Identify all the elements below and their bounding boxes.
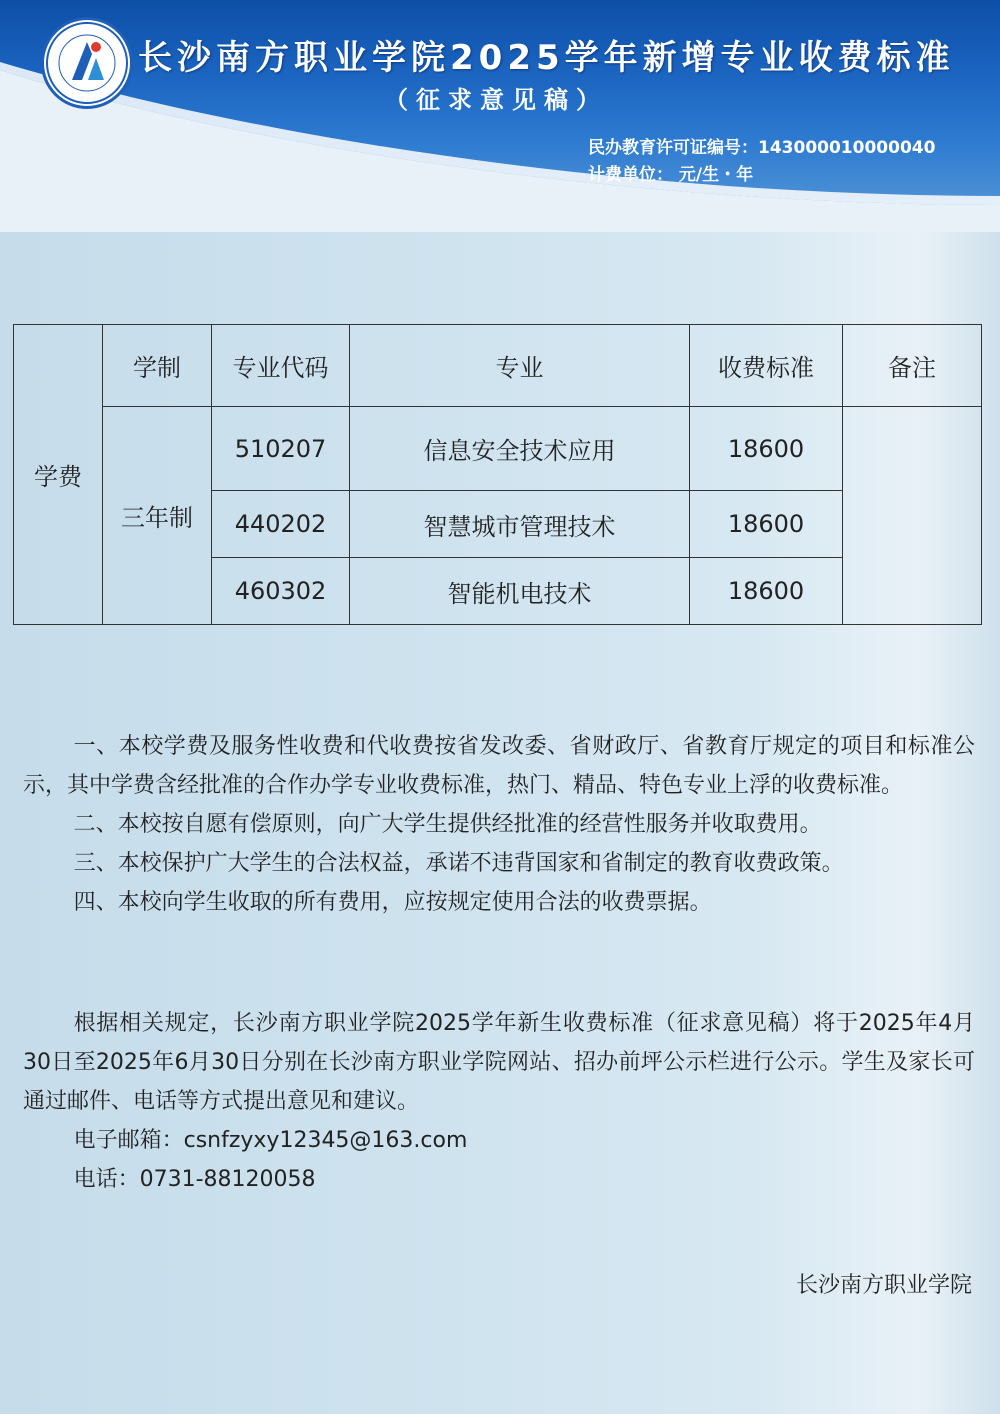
code-cell: 460302: [212, 558, 350, 625]
code-cell: 440202: [212, 491, 350, 558]
fee-cell: 18600: [690, 558, 843, 625]
major-cell: 信息安全技术应用: [350, 407, 690, 491]
signature: 长沙南方职业学院: [795, 1273, 972, 1298]
fee-cell: 18600: [690, 407, 843, 491]
announcement-section: [23, 1004, 975, 1199]
notes-section: [23, 727, 975, 922]
remark-cell: [843, 407, 982, 625]
header-code: 专业代码: [212, 325, 350, 407]
major-cell: 智能机电技术: [350, 558, 690, 625]
note-paragraph: 二、本校按自愿有偿原则，向广大学生提供经批准的经营性服务并收取费用。: [73, 812, 822, 837]
billing-unit: 计费单位： 元/生・年: [588, 165, 754, 185]
fee-table: [13, 324, 982, 625]
note-paragraph: 四、本校向学生收取的所有费用，应按规定使用合法的收费票据。: [73, 890, 712, 915]
license-number: 民办教育许可证编号：143000010000040: [588, 138, 936, 158]
page-subtitle: （征求意见稿）: [384, 86, 608, 114]
table-row: [14, 407, 982, 491]
contact-email: 电子邮箱：csnfzyxy12345@163.com: [73, 1128, 468, 1153]
duration-cell: 三年制: [103, 407, 212, 625]
contact-phone: 电话：0731-88120058: [73, 1167, 316, 1192]
table-header-row: [14, 325, 982, 407]
note-paragraph: 三、本校保护广大学生的合法权益，承诺不违背国家和省制定的教育收费政策。: [73, 851, 844, 876]
code-cell: 510207: [212, 407, 350, 491]
major-cell: 智慧城市管理技术: [350, 491, 690, 558]
page-title: 长沙南方职业学院2025学年新增专业收费标准: [138, 38, 955, 78]
header-major: 专业: [350, 325, 690, 407]
header-remark: 备注: [843, 325, 982, 407]
header-fee: 收费标准: [690, 325, 843, 407]
category-cell: 学费: [14, 325, 103, 625]
header-banner: [0, 0, 1000, 232]
note-paragraph: 一、本校学费及服务性收费和代收费按省发改委、省财政厅、省教育厅规定的项目和标准公示，其中学费含经批准的合作办学专业收费标准，热门、精品、特色专业上浮的收费标准。: [23, 734, 975, 798]
announcement-paragraph: 根据相关规定，长沙南方职业学院2025学年新生收费标准（征求意见稿）将于2025年4月30日至2025年6月30日分别在长沙南方职业学院网站、招办前坪公示栏进行公示。学生及家长可通过邮件、电话等方式提出意见和建议。: [23, 1011, 975, 1114]
header-duration: 学制: [103, 325, 212, 407]
fee-cell: 18600: [690, 491, 843, 558]
